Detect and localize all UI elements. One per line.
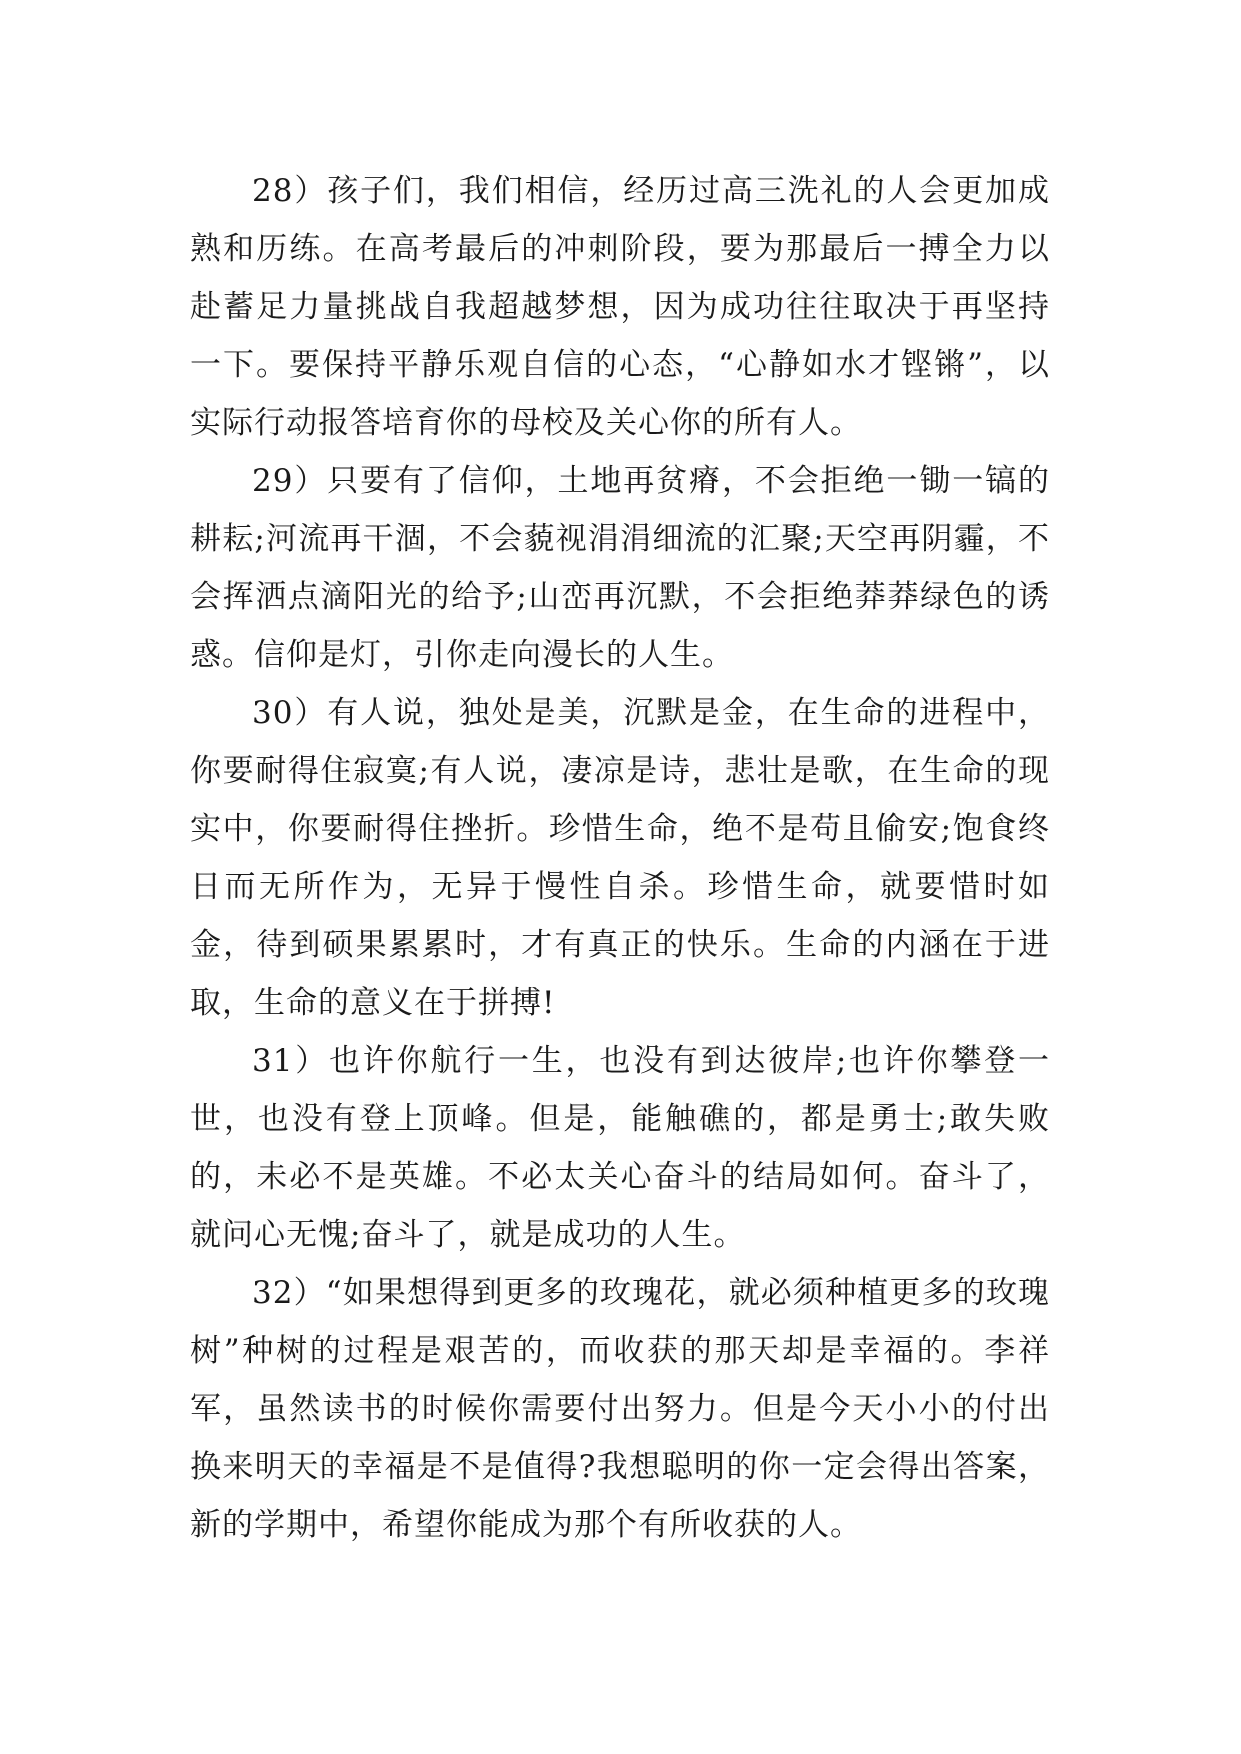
- paragraph-30: 30）有人说，独处是美，沉默是金，在生命的进程中，你要耐得住寂寞;有人说，凄凉是诗，悲壮是歌，在生命的现实中，你要耐得住挫折。珍惜生命，绝不是苟且偷安;饱食终日而无所作为，无异于慢性自杀。珍惜生命，就要惜时如金，待到硕果累累时，才有真正的快乐。生命的内涵在于进取，生命的意义在于拼搏!: [190, 695, 1050, 1021]
- paragraph-32: 32）“如果想得到更多的玫瑰花，就必须种植更多的玫瑰树”种树的过程是艰苦的，而收获的那天却是幸福的。李祥军，虽然读书的时候你需要付出努力。但是今天小小的付出换来明天的幸福是不是值得?我想聪明的你一定会得出答案，新的学期中，希望你能成为那个有所收获的人。: [190, 1275, 1050, 1543]
- paragraph-31: 31）也许你航行一生，也没有到达彼岸;也许你攀登一世，也没有登上顶峰。但是，能触礁的，都是勇士;敢失败的，未必不是英雄。不必太关心奋斗的结局如何。奋斗了，就问心无愧;奋斗了，就是成功的人生。: [190, 1043, 1050, 1253]
- paragraph-28: 28）孩子们，我们相信，经历过高三洗礼的人会更加成熟和历练。在高考最后的冲刺阶段，要为那最后一搏全力以赴蓄足力量挑战自我超越梦想，因为成功往往取决于再坚持一下。要保持平静乐观自信的心态，“心静如水才铿锵”，以实际行动报答培育你的母校及关心你的所有人。: [190, 173, 1050, 441]
- body-text: [190, 162, 1050, 1554]
- paragraph-29: 29）只要有了信仰，土地再贫瘠，不会拒绝一锄一镐的耕耘;河流再干涸，不会藐视涓涓细流的汇聚;天空再阴霾，不会挥洒点滴阳光的给予;山峦再沉默，不会拒绝莽莽绿色的诱惑。信仰是灯，引你走向漫长的人生。: [190, 463, 1050, 673]
